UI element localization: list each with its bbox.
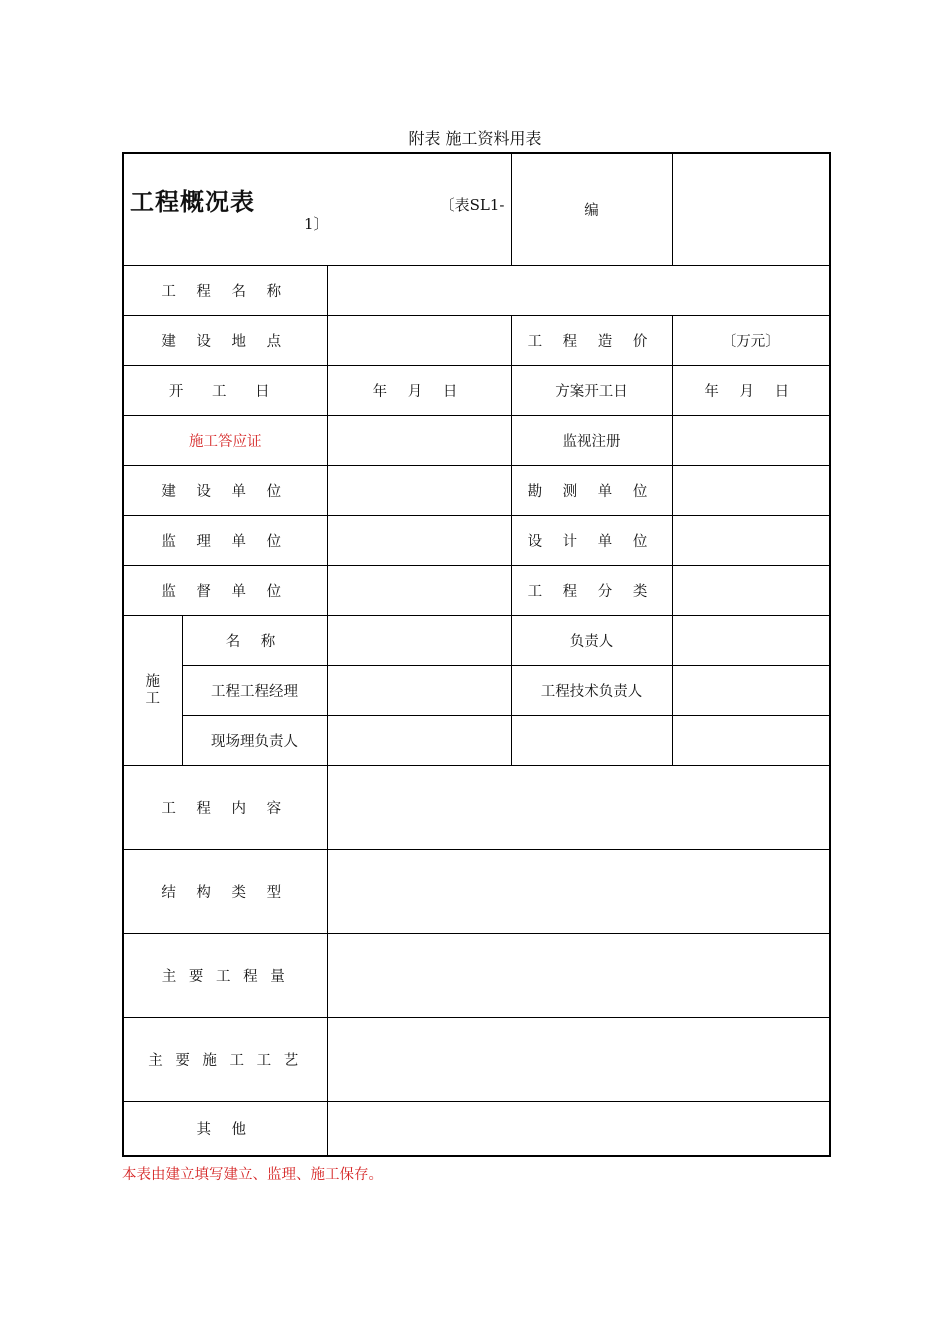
start-date-label: 开 工 日	[123, 366, 327, 416]
build-unit-field[interactable]	[327, 466, 511, 516]
main-quantity-label: 主 要 工 程 量	[123, 934, 327, 1018]
responsible-label: 负责人	[511, 616, 672, 666]
page-title: 附表 施工资料用表	[408, 129, 542, 148]
number-label: 编	[511, 153, 672, 266]
structure-label: 结 构 类 型	[123, 850, 327, 934]
responsible-field[interactable]	[672, 616, 830, 666]
cost-label: 工 程 造 价	[511, 316, 672, 366]
other-label: 其 他	[123, 1102, 327, 1156]
footer-note: 本表由建立填写建立、监理、施工保存。	[122, 1167, 383, 1183]
plan-start-label: 方案开工日	[511, 366, 672, 416]
project-category-field[interactable]	[672, 566, 830, 616]
permit-label: 施工答应证	[123, 416, 327, 466]
contractor-name-label: 名 称	[182, 616, 327, 666]
survey-unit-field[interactable]	[672, 466, 830, 516]
build-unit-label: 建 设 单 位	[123, 466, 327, 516]
location-label: 建 设 地 点	[123, 316, 327, 366]
form-header-cell	[123, 153, 511, 266]
project-manager-field[interactable]	[327, 666, 511, 716]
start-date-field[interactable]: 年 月 日	[327, 366, 511, 416]
table-code: 〔表SL1-	[439, 196, 505, 214]
construction-group-label: 施 工	[123, 616, 182, 766]
main-process-field[interactable]	[327, 1018, 830, 1102]
survey-unit-label: 勘 测 单 位	[511, 466, 672, 516]
location-field[interactable]	[327, 316, 511, 366]
other-field[interactable]	[327, 1102, 830, 1156]
structure-field[interactable]	[327, 850, 830, 934]
plan-start-field[interactable]: 年 月 日	[672, 366, 830, 416]
site-manager-label: 现场理负责人	[182, 716, 327, 766]
main-quantity-field[interactable]	[327, 934, 830, 1018]
supervisor-unit-field[interactable]	[327, 516, 511, 566]
tech-lead-label: 工程技术负责人	[511, 666, 672, 716]
table-code-cont: 1〕	[304, 215, 329, 233]
content-field[interactable]	[327, 766, 830, 850]
form-title: 工程概况表	[130, 188, 255, 216]
project-category-label: 工 程 分 类	[511, 566, 672, 616]
supervisor-unit-label: 监 理 单 位	[123, 516, 327, 566]
number-value[interactable]	[672, 153, 830, 266]
oversight-unit-field[interactable]	[327, 566, 511, 616]
oversight-unit-label: 监 督 单 位	[123, 566, 327, 616]
design-unit-label: 设 计 单 位	[511, 516, 672, 566]
project-manager-label: 工程工程经理	[182, 666, 327, 716]
supervision-register-label: 监视注册	[511, 416, 672, 466]
content-label: 工 程 内 容	[123, 766, 327, 850]
project-name-field[interactable]	[327, 266, 830, 316]
project-name-label: 工 程 名 称	[123, 266, 327, 316]
blank-label-cell	[511, 716, 672, 766]
project-overview-table	[122, 152, 831, 1157]
cost-unit[interactable]: 〔万元〕	[672, 316, 830, 366]
main-process-label: 主 要 施 工 工 艺	[123, 1018, 327, 1102]
supervision-register-field[interactable]	[672, 416, 830, 466]
tech-lead-field[interactable]	[672, 666, 830, 716]
contractor-name-field[interactable]	[327, 616, 511, 666]
blank-field-cell[interactable]	[672, 716, 830, 766]
site-manager-field[interactable]	[327, 716, 511, 766]
permit-field[interactable]	[327, 416, 511, 466]
design-unit-field[interactable]	[672, 516, 830, 566]
